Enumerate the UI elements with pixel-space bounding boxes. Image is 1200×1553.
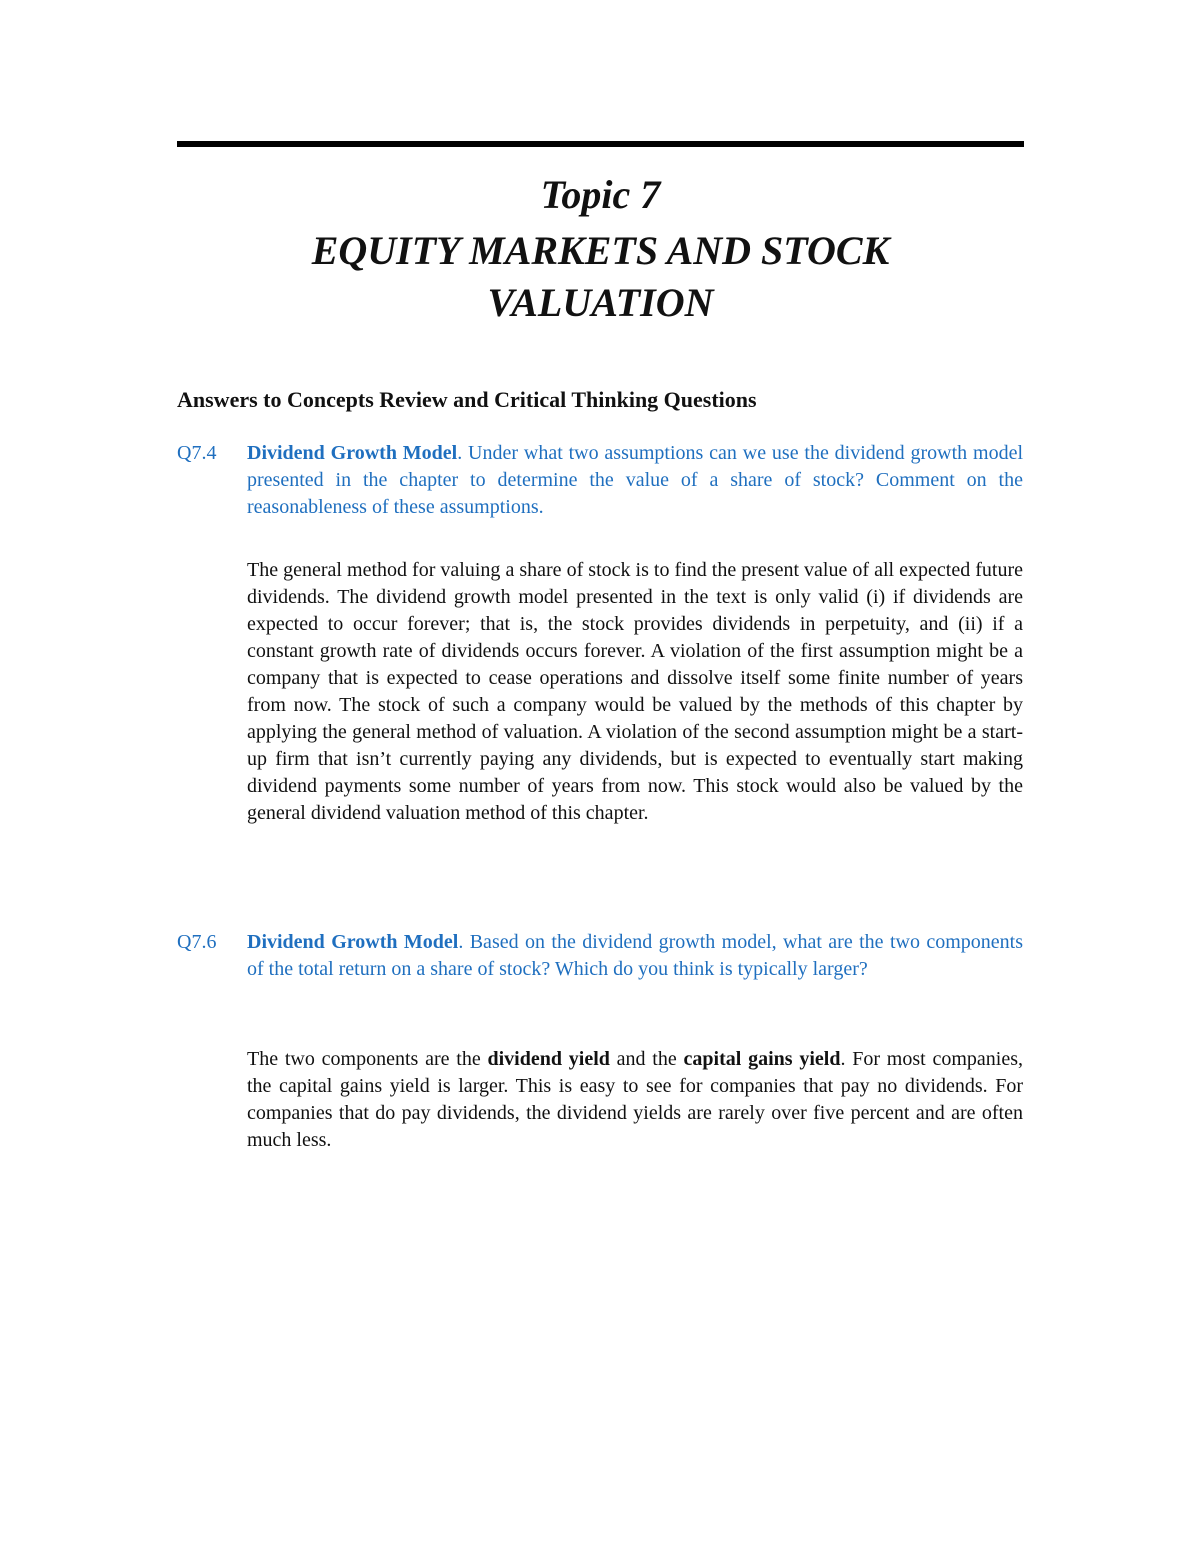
answer-text-part: . For most companies, the capital gains yield is larger. This is easy to see for companies that pay no dividends. For companies that do pay dividends, the dividend yields are rarely over five percent and are often much less. bbox=[247, 1048, 1023, 1151]
question-topic-punctuation: . bbox=[457, 442, 463, 464]
question-topic: Dividend Growth Model bbox=[247, 931, 459, 953]
question-topic-punctuation: . bbox=[458, 931, 464, 953]
answer-emphasis-dividend-yield: dividend yield bbox=[487, 1048, 610, 1070]
question-body: Based on the dividend growth model, what are the two components of the total return on a share of stock? Which do you think is typically larger? bbox=[247, 931, 1023, 980]
answer-text: The general method for valuing a share of stock is to find the present value of all expected future dividends. The dividend growth model presented in the text is only valid (i) if dividends are expected to occur forever; that is, the stock provides dividends in perpetuity, and (ii) if a constant growth rate of dividends occurs forever. A violation of the first assumption might be a company that is expected to cease operations and dissolve itself some finite number of years from now. The stock of such a company would be valued by the methods of this chapter by applying the general method of valuation. A violation of the second assumption might be a start-up firm that isn’t currently paying any dividends, but is expected to eventually start making dividend payments some number of years from now. This stock would also be valued by the general dividend valuation method of this chapter. bbox=[247, 559, 1023, 824]
answer-text-part: The two components are the bbox=[247, 1048, 488, 1070]
chapter-title-line-2: VALUATION bbox=[487, 280, 714, 325]
chapter-title bbox=[177, 225, 1024, 329]
answer-text bbox=[247, 1046, 1023, 1154]
question-number: Q7.4 bbox=[177, 442, 217, 464]
answer-emphasis-capital-gains-yield: capital gains yield bbox=[683, 1048, 841, 1070]
question-text bbox=[247, 929, 1023, 983]
chapter-title-line-1: EQUITY MARKETS AND STOCK bbox=[311, 228, 890, 273]
answer-text-part: and the bbox=[609, 1048, 684, 1070]
question-number: Q7.6 bbox=[177, 931, 217, 953]
question-body: Under what two assumptions can we use the dividend growth model presented in the chapter to determine the value of a share of stock? Comment on the reasonableness of these assumptions. bbox=[247, 442, 1023, 518]
question-topic: Dividend Growth Model bbox=[247, 442, 458, 464]
question-text bbox=[247, 440, 1023, 521]
top-horizontal-rule bbox=[177, 141, 1024, 147]
topic-number: Topic 7 bbox=[540, 172, 661, 217]
section-heading: Answers to Concepts Review and Critical Thinking Questions bbox=[177, 387, 757, 412]
